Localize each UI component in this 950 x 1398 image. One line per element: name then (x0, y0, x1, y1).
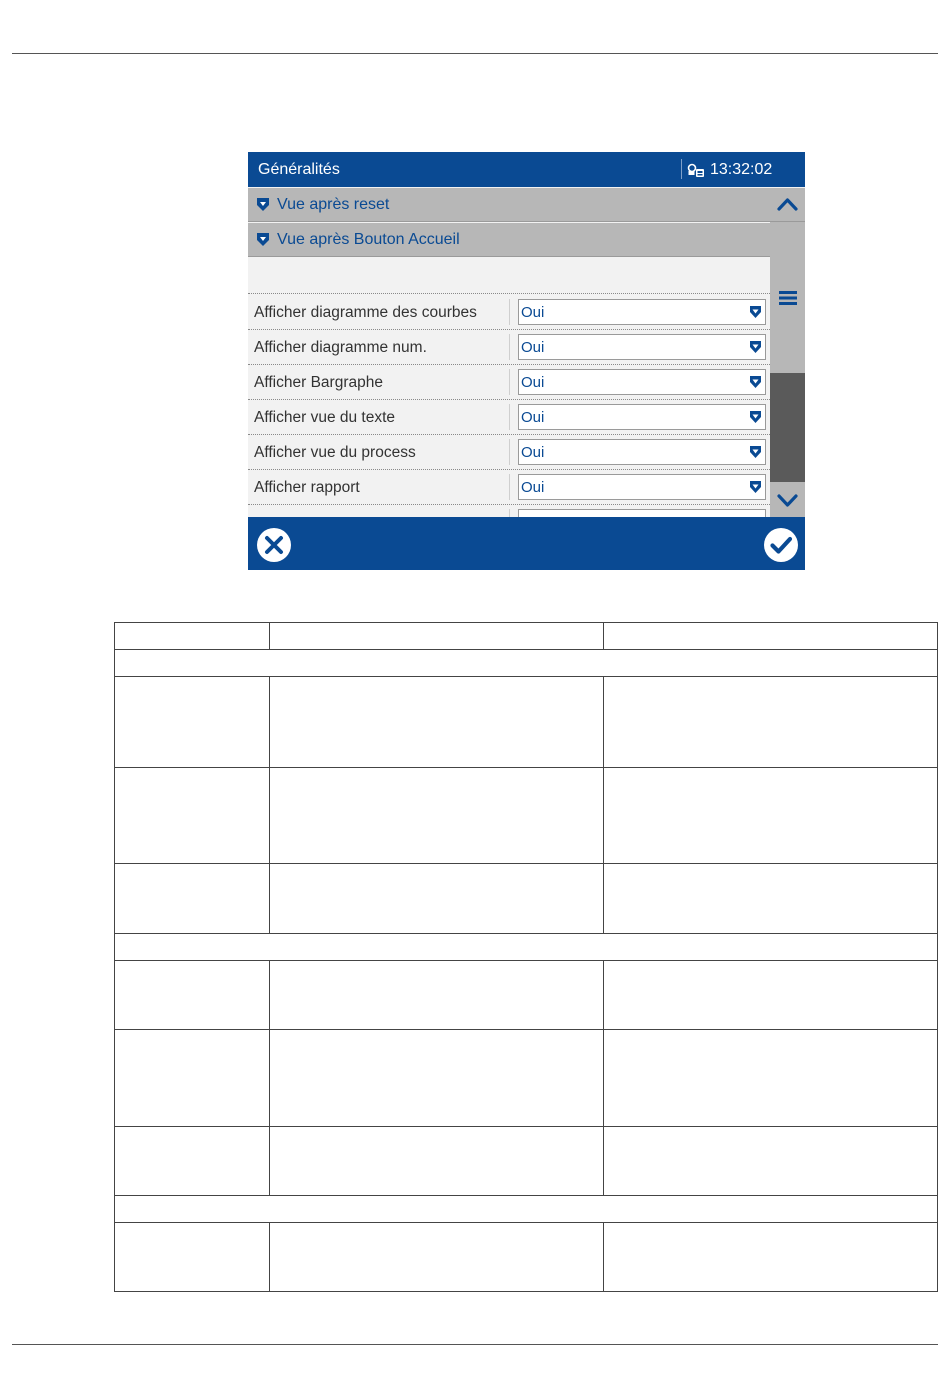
page-footer-rule (12, 1344, 938, 1345)
table-column-divider (269, 960, 270, 1196)
column-divider (509, 404, 510, 430)
param-row (248, 295, 770, 330)
table-column-divider (269, 1222, 270, 1292)
footer-bar (248, 517, 805, 570)
table-rule (114, 1291, 938, 1292)
parameter-list (248, 188, 770, 517)
screen-title: Généralités (258, 161, 340, 178)
group-row-reset-view[interactable] (248, 188, 770, 222)
group-label: Vue après Bouton Accueil (277, 231, 460, 248)
table-rule (114, 622, 938, 623)
param-row-partial (248, 505, 770, 517)
param-row (248, 330, 770, 365)
table-column-divider (603, 1222, 604, 1292)
table-column-divider (269, 622, 270, 650)
check-circle-icon[interactable] (763, 527, 799, 563)
param-select[interactable] (518, 474, 766, 500)
dropdown-shield-icon (750, 306, 761, 318)
param-value: Oui (521, 374, 545, 391)
param-label: Afficher Bargraphe (254, 374, 383, 391)
table-rule (114, 933, 938, 934)
table-column-divider (603, 622, 604, 650)
table-column-divider (269, 676, 270, 934)
param-select[interactable] (518, 404, 766, 430)
group-row-home-view[interactable] (248, 223, 770, 257)
param-select[interactable] (518, 334, 766, 360)
column-divider (509, 369, 510, 395)
column-divider (509, 334, 510, 360)
scroll-up-button[interactable] (770, 188, 805, 222)
param-select[interactable] (518, 509, 766, 517)
scroll-thumb[interactable] (770, 373, 805, 482)
column-divider (509, 299, 510, 325)
table-rule (114, 649, 938, 650)
param-label: Afficher vue du texte (254, 409, 396, 426)
table-rule (114, 1126, 938, 1127)
lock-icon (687, 161, 705, 179)
table-rule (114, 863, 938, 864)
page-header-rule (12, 53, 938, 54)
blank-row (248, 260, 770, 294)
param-row (248, 470, 770, 505)
param-row (248, 400, 770, 435)
param-select[interactable] (518, 299, 766, 325)
hamburger-menu-icon[interactable] (779, 291, 797, 305)
param-row (248, 435, 770, 470)
title-separator (681, 159, 682, 179)
dropdown-shield-icon (750, 411, 761, 423)
title-bar (248, 152, 805, 187)
param-value: Oui (521, 479, 545, 496)
table-column-divider (603, 960, 604, 1196)
dropdown-shield-icon (750, 376, 761, 388)
shield-arrow-icon (257, 233, 269, 246)
table-border-right (937, 622, 938, 1292)
empty-table-grid (114, 622, 938, 1292)
column-divider (509, 439, 510, 465)
chevron-up-icon (770, 188, 805, 222)
param-value: Oui (521, 339, 545, 356)
column-divider (509, 474, 510, 500)
scroll-down-button[interactable] (770, 482, 805, 517)
scrollbar[interactable] (770, 188, 805, 517)
dropdown-shield-icon (750, 481, 761, 493)
param-value: Oui (521, 444, 545, 461)
param-row (248, 365, 770, 400)
param-label: Afficher diagramme des courbes (254, 304, 477, 321)
dropdown-shield-icon (750, 446, 761, 458)
clock-time: 13:32:02 (710, 161, 773, 178)
table-border-left (114, 622, 115, 1292)
param-value: Oui (521, 409, 545, 426)
dropdown-shield-icon (750, 341, 761, 353)
table-rule (114, 960, 938, 961)
chevron-down-icon (770, 482, 805, 517)
device-screen (248, 152, 805, 570)
table-rule (114, 1195, 938, 1196)
shield-arrow-icon (257, 198, 269, 211)
param-select[interactable] (518, 439, 766, 465)
param-label: Afficher diagramme num. (254, 339, 427, 356)
table-rule (114, 676, 938, 677)
cancel-circle-icon[interactable] (256, 527, 292, 563)
param-label: Afficher vue du process (254, 444, 416, 461)
param-select[interactable] (518, 369, 766, 395)
param-label: Afficher rapport (254, 479, 360, 496)
table-rule (114, 1029, 938, 1030)
param-value: Oui (521, 304, 545, 321)
column-divider (509, 509, 510, 517)
group-label: Vue après reset (277, 196, 390, 213)
table-rule (114, 1222, 938, 1223)
table-column-divider (603, 676, 604, 934)
table-rule (114, 767, 938, 768)
